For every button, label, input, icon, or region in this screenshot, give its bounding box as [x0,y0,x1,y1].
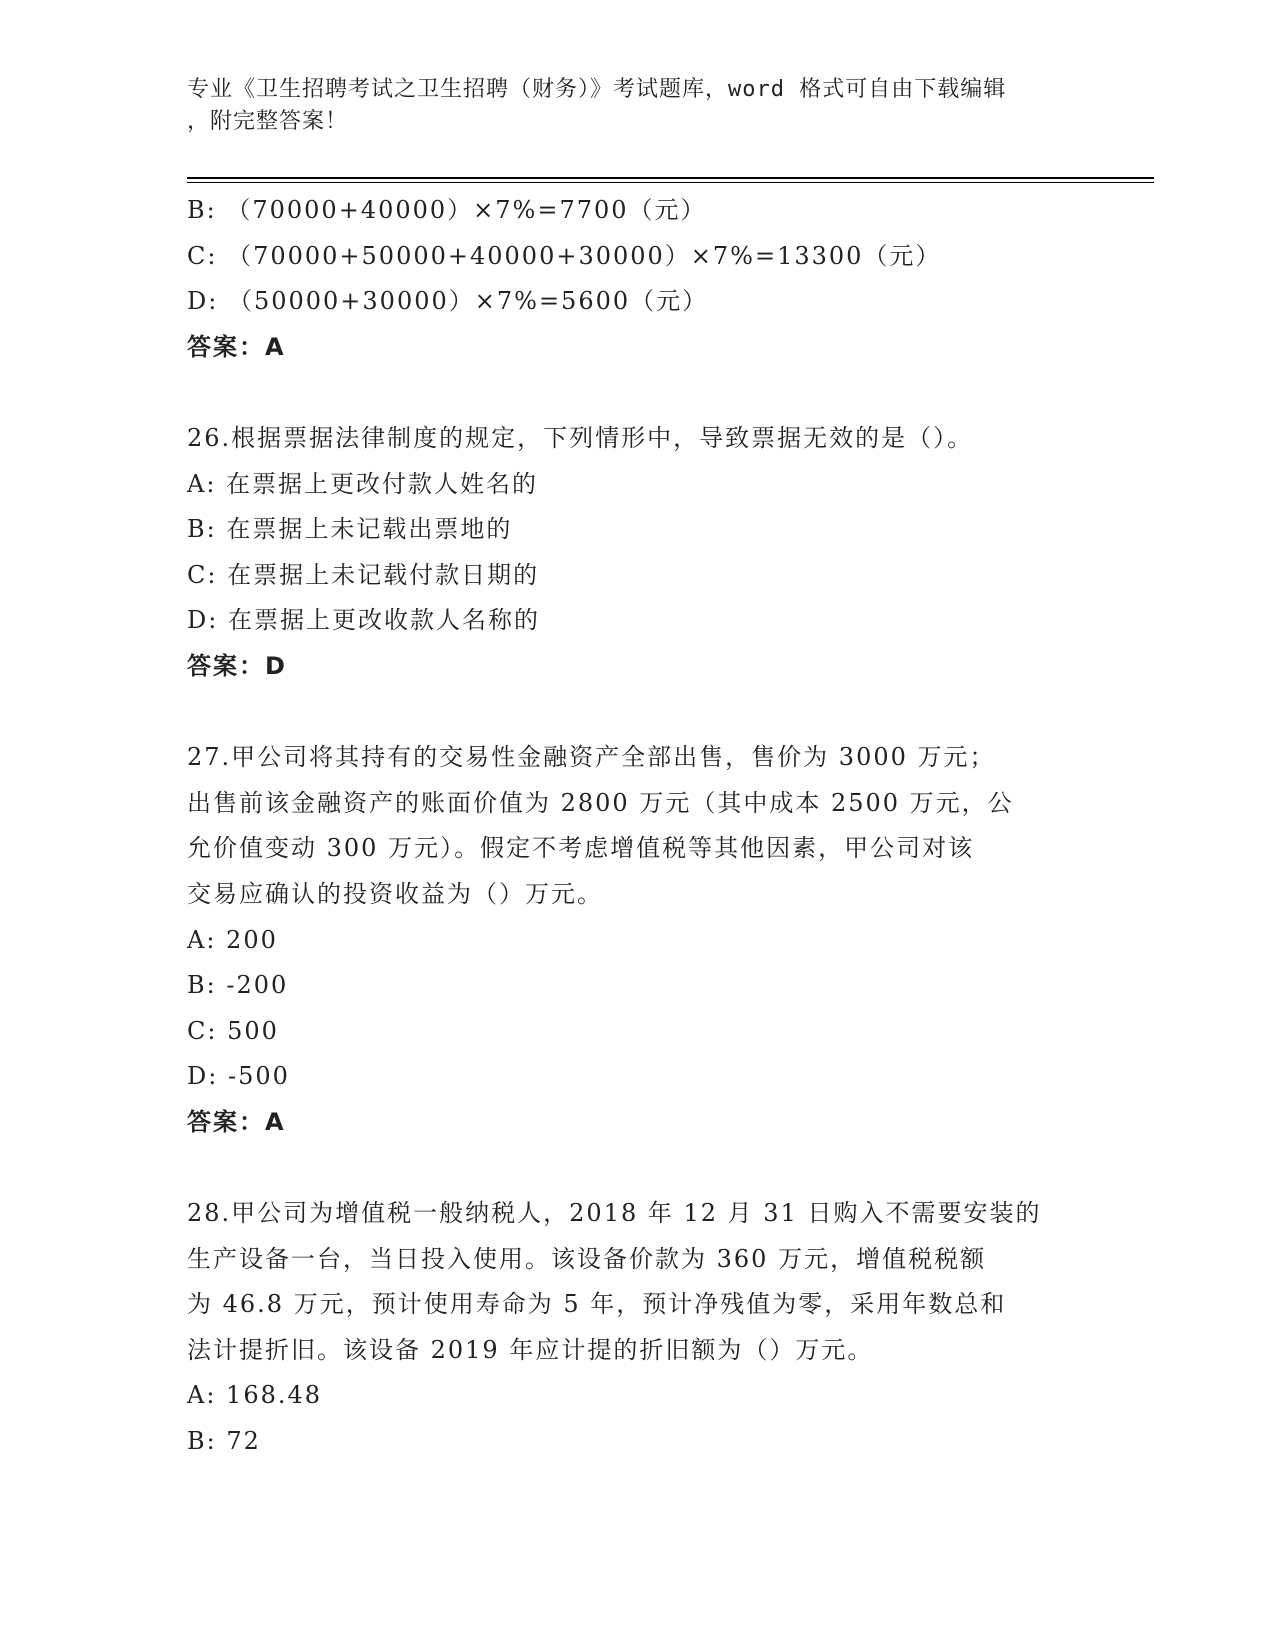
question-stem-line-4: 交易应确认的投资收益为（）万元。 [187,879,603,908]
option-d: D: -500 [187,1062,290,1091]
page-header [187,74,1067,138]
option-c: C: （70000+50000+40000+30000）×7%=13300（元） [187,241,942,270]
answer-label: 答案：A [187,1107,286,1136]
question-stem-line-3: 允价值变动 300 万元）。假定不考虑增值税等其他因素，甲公司对该 [187,834,975,863]
question-stem-line-1: 28.甲公司为增值税一般纳税人，2018 年 12 月 31 日购入不需要安装的 [187,1199,1042,1228]
option-d: D: 在票据上更改收款人名称的 [187,606,540,635]
question-27 [187,735,1087,1145]
question-stem-line-2: 生产设备一台，当日投入使用。该设备价款为 360 万元，增值税税额 [187,1244,987,1273]
option-b: B: 在票据上未记载出票地的 [187,515,513,544]
option-a: A: 在票据上更改付款人姓名的 [187,469,539,498]
option-a: A: 168.48 [187,1381,323,1410]
option-d: D: （50000+30000）×7%=5600（元） [187,287,709,316]
question-26 [187,416,1087,690]
option-c: C: 在票据上未记载付款日期的 [187,560,540,589]
question-25-tail [187,188,1087,370]
question-stem-line-4: 法计提折旧。该设备 2019 年应计提的折旧额为（）万元。 [187,1335,874,1364]
question-stem-line-1: 27.甲公司将其持有的交易性金融资产全部出售，售价为 3000 万元； [187,743,996,772]
spacer [187,370,1087,416]
option-b: B: （70000+40000）×7%=7700（元） [187,196,707,224]
option-b: B: -200 [187,971,289,1000]
option-b: B: 72 [187,1427,261,1456]
question-stem: 26.根据票据法律制度的规定，下列情形中，导致票据无效的是（）。 [187,423,974,452]
header-divider-thick [187,177,1154,179]
question-stem-line-2: 出售前该金融资产的账面价值为 2800 万元（其中成本 2500 万元，公 [187,788,1014,817]
question-list [187,188,1087,1465]
answer-label: 答案：D [187,651,287,680]
header-divider-thin [187,182,1154,183]
question-28 [187,1191,1087,1465]
option-a: A: 200 [187,925,278,954]
header-title-line-1: 专业《卫生招聘考试之卫生招聘（财务）》考试题库，word 格式可自由下载编辑 [187,77,1007,102]
question-stem-line-3: 为 46.8 万元，预计使用寿命为 5 年，预计净残值为零，采用年数总和 [187,1290,1007,1319]
answer-label: 答案：A [187,332,286,361]
spacer [187,1145,1087,1191]
header-title-line-2: ，附完整答案！ [187,109,349,134]
option-c: C: 500 [187,1016,279,1045]
spacer [187,690,1087,736]
